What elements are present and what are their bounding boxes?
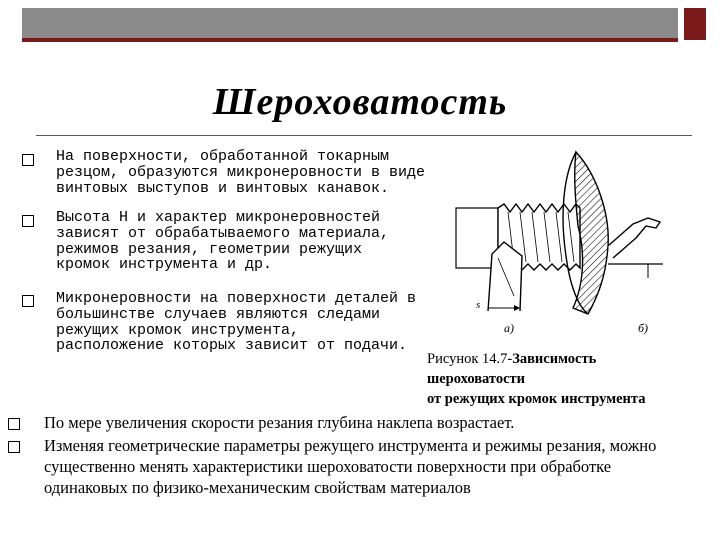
bullet-text-2: Высота Н и характер микронеровностей зависят от обрабатываемого материала, режимов резания, геометрии режущих кромок инструмента и др.	[56, 209, 390, 274]
turning-roughness-figure	[448, 146, 663, 336]
bullet-marker	[22, 295, 34, 307]
header-bar	[22, 8, 678, 42]
figure-label-b: б)	[638, 321, 649, 335]
caption-line-3: от режущих кромок инструмента	[427, 391, 646, 407]
caption-line-2: шероховатости	[427, 371, 526, 387]
title-divider	[36, 135, 692, 136]
bullet-text-4: По мере увеличения скорости резания глубина наклепа возрастает.	[44, 413, 515, 432]
bullet-text-3: Микронеровности на поверхности деталей в большинстве случаев являются следами режущих кромок инструмента, расположение которых зависит от подачи.	[56, 290, 417, 355]
slide-title: Шероховатость	[212, 81, 508, 123]
bullet-marker	[8, 441, 20, 453]
caption-lead: Рисунок 14.7-	[427, 351, 513, 367]
bullet-marker	[8, 418, 20, 430]
figure-label-a: а)	[504, 321, 514, 335]
bullet-text-5: Изменяя геометрические параметры режущего инструмента и режимы резания, можно существенно менять характеристики шероховатости поверхности при обработке одинаковых по физико-механическим свойствам материалов	[44, 436, 657, 497]
bullet-marker	[22, 215, 34, 227]
caption-line-1: Зависимость	[512, 351, 597, 367]
feed-label: s	[476, 299, 481, 311]
cutting-tool	[488, 242, 522, 311]
figure-caption	[427, 349, 717, 409]
bullet-marker	[22, 154, 34, 166]
bullet-text-1: На поверхности, обработанной токарным резцом, образуются микронеровности в виде винтовых выступов и винтовых канавок.	[56, 148, 426, 197]
header-corner-block	[684, 8, 706, 40]
